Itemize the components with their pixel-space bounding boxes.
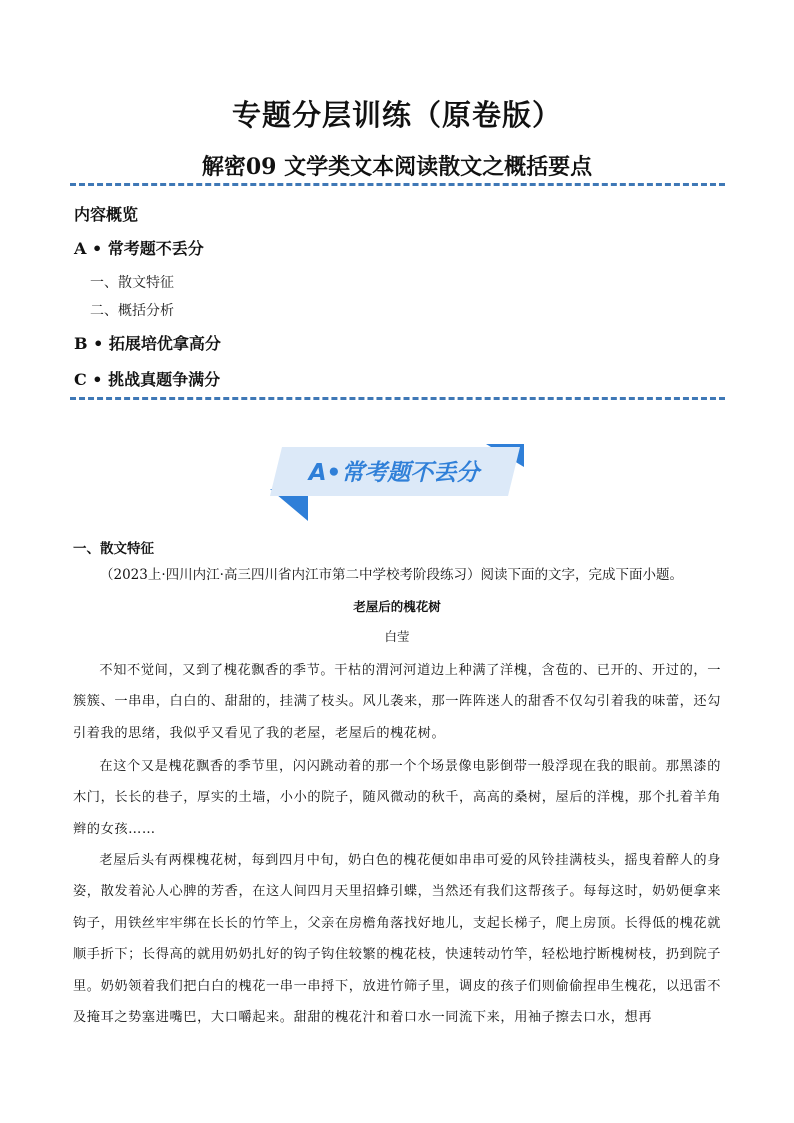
essay-paragraph-1: 不知不觉间，又到了槐花飘香的季节。干枯的渭河河道边上种满了洋槐，含苞的、已开的、开过的，一簇簇、一串串，白白的、甜甜的，挂满了枝头。风儿袭来，那一阵阵迷人的甜香不仅勾引着我的味蕾，还勾引着我的思绪，我似乎又看见了我的老屋，老屋后的槐花树。 (73, 663, 722, 741)
section-heading: 一、散文特征 (73, 541, 154, 557)
toc-item-1: 一、散文特征 (90, 275, 174, 291)
toc-item-2: 二、概括分析 (90, 303, 174, 319)
divider-bottom (70, 397, 725, 400)
essay-paragraph-3: 老屋后头有两棵槐花树，每到四月中旬，奶白色的槐花便如串串可爱的风铃挂满枝头，摇曳着醉人的身姿，散发着沁人心脾的芳香，在这人间四月天里招蜂引蝶，当然还有我们这帮孩子。每每这时，奶奶便拿来钩子，用铁丝牢牢绑在长长的竹竿上，父亲在房檐角落找好地儿，支起长梯子，爬上房顶。长得低的槐花就顺手折下；长得高的就用奶奶扎好的钩子钩住较繁的槐花枝，快速转动竹竿，轻松地拧断槐树枝，扔到院子里。奶奶领着我们把白白的槐花一串一串捋下，放进竹筛子里，调皮的孩子们则偷偷捏串生槐花，以迅雷不及掩耳之势塞进嘴巴，大口嚼起来。甜甜的槐花汁和着口水一同流下来，用袖子擦去口水，想再 (73, 853, 722, 1026)
toc-section-a: A • 常考题不丢分 (74, 239, 204, 258)
source-line: （2023上·四川内江·高三四川省内江市第二中学校考阶段练习）阅读下面的文字，完成下面小题。 (100, 567, 683, 583)
banner-graphic (270, 441, 524, 521)
essay-paragraph-2: 在这个又是槐花飘香的季节里，闪闪跳动着的那一个个场景像电影倒带一般浮现在我的眼前。那黑漆的木门，长长的巷子，厚实的土墙，小小的院子，随风微动的秋千，高高的桑树，屋后的洋槐，那个扎着羊角辫的女孩…… (73, 759, 722, 837)
toc-section-b: B • 拓展培优拿高分 (74, 334, 221, 353)
banner-label: A•常考题不丢分 (308, 460, 480, 486)
section-banner (270, 441, 524, 521)
toc-section-c: C • 挑战真题争满分 (74, 370, 221, 389)
page-subtitle: 解密09 文学类文本阅读散文之概括要点 (201, 154, 593, 180)
page-title: 专题分层训练（原卷版） (231, 98, 562, 132)
essay-author: 白莹 (384, 629, 410, 644)
essay-title: 老屋后的槐花树 (353, 599, 441, 614)
toc-heading: 内容概览 (74, 205, 139, 224)
divider-top (70, 183, 725, 186)
